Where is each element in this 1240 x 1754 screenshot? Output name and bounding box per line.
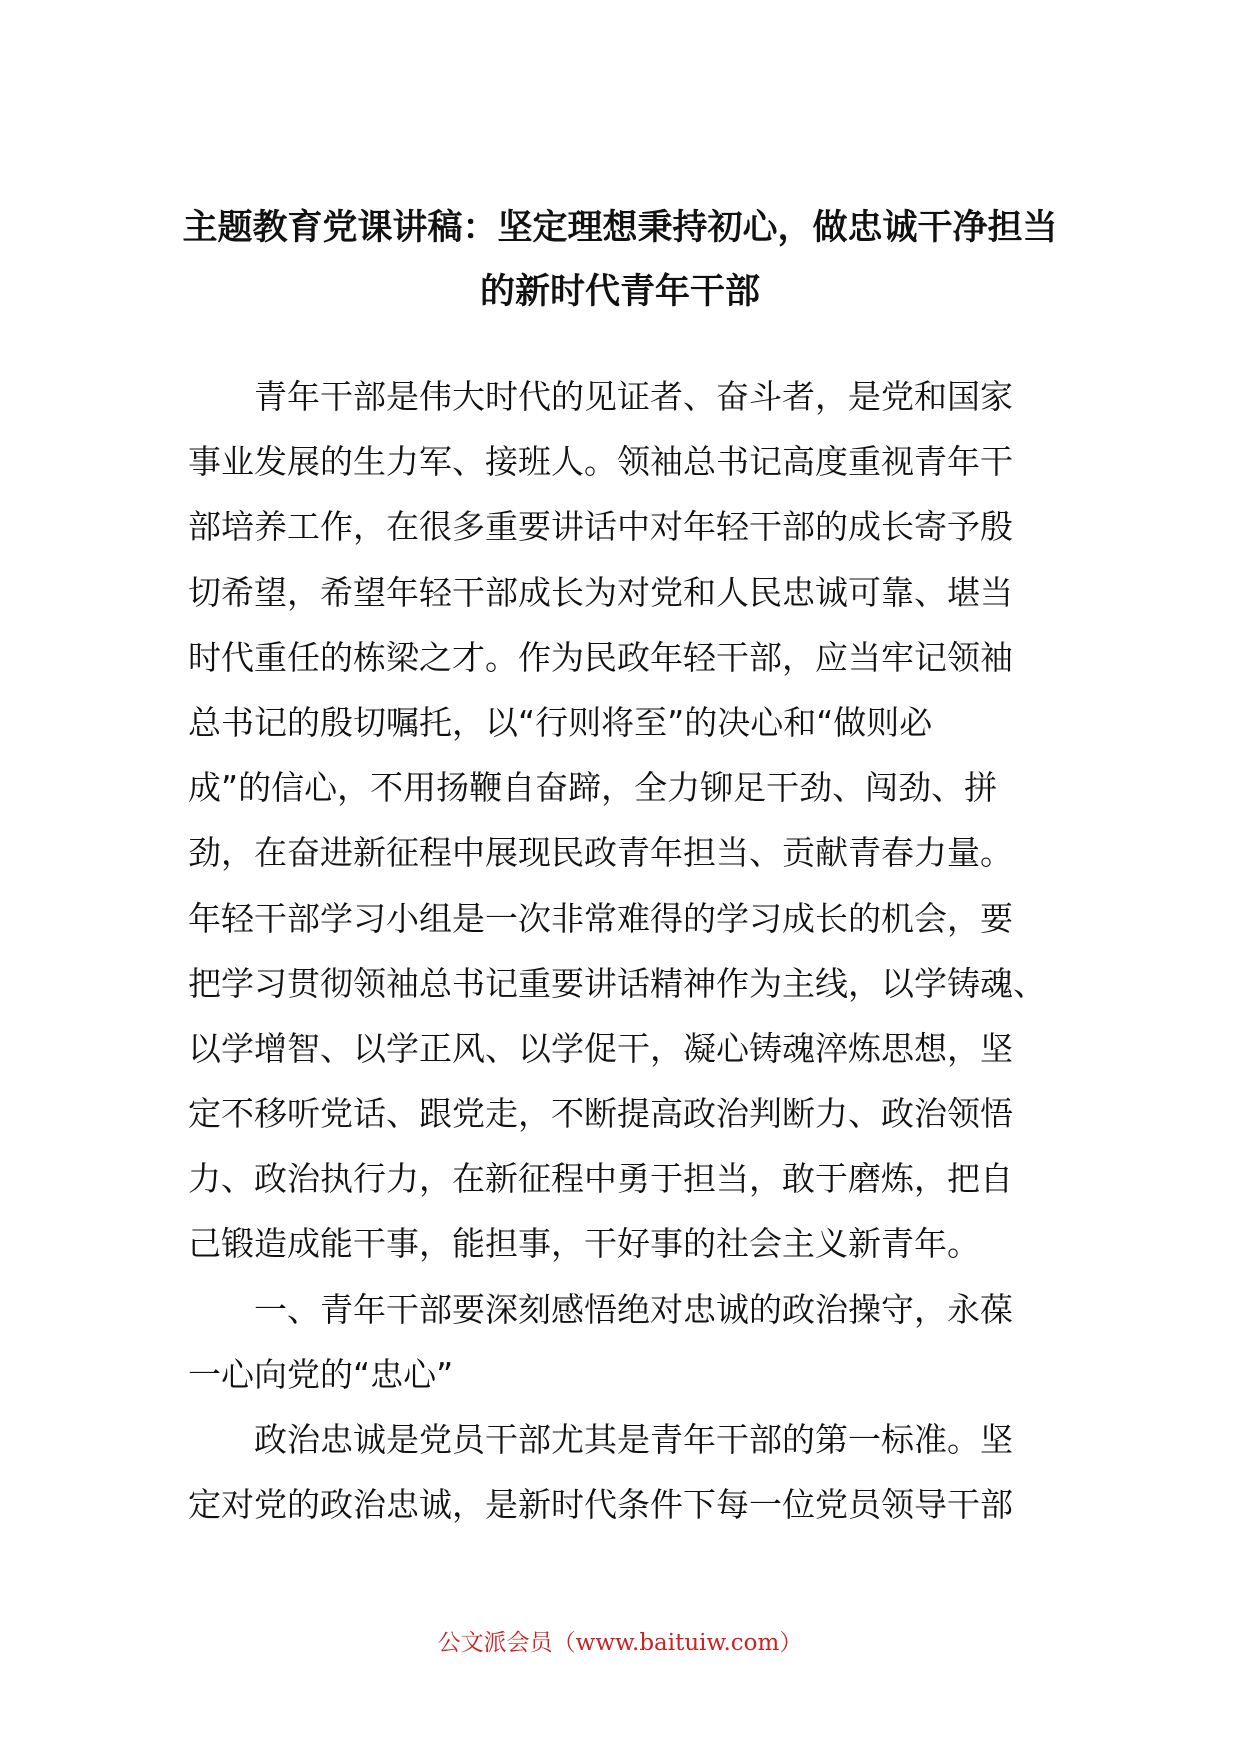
body-line: 成”的信心，不用扬鞭自奋蹄，全力铆足干劲、闯劲、拼: [188, 768, 998, 808]
body-line: 部培养工作，在很多重要讲话中对年轻干部的成长寄予殷: [188, 507, 1013, 547]
body-line: 事业发展的生力军、接班人。领袖总书记高度重视青年干: [188, 442, 1013, 482]
body-line: 政治忠诚是党员干部尤其是青年干部的第一标准。坚: [254, 1420, 1013, 1459]
section-heading-line: 一心向党的“忠心”: [188, 1354, 454, 1394]
body-line: 己锻造成能干事，能担事，干好事的社会主义新青年。: [188, 1224, 980, 1264]
document-body: [188, 364, 1046, 1537]
body-line: 把学习贯彻领袖总书记重要讲话精神作为主线，以学铸魂、: [188, 963, 1046, 1003]
title-line: 主题教育党课讲稿：坚定理想秉持初心，做忠诚干净担当: [182, 208, 1058, 248]
body-line: 青年干部是伟大时代的见证者、奋斗者，是党和国家: [254, 377, 1013, 416]
body-line: 总书记的殷切嘱托，以“行则将至”的决心和“做则必: [188, 702, 933, 742]
body-line: 力、政治执行力，在新征程中勇于担当，敢于磨炼，把自: [188, 1159, 1013, 1199]
body-line: 劲，在奋进新征程中展现民政青年担当、贡献青春力量。: [188, 833, 1013, 873]
body-line: 时代重任的栋梁之才。作为民政年轻干部，应当牢记领袖: [188, 637, 1013, 677]
body-line: 切希望，希望年轻干部成长为对党和人民忠诚可靠、堪当: [188, 572, 1013, 612]
body-line: 年轻干部学习小组是一次非常难得的学习成长的机会，要: [188, 898, 1013, 938]
title-line: 的新时代青年干部: [479, 272, 760, 312]
body-line: 定对党的政治忠诚，是新时代条件下每一位党员领导干部: [188, 1485, 1013, 1525]
document-title: [180, 196, 1060, 324]
footer-watermark: 公文派会员（www.baituiw.com）: [437, 1630, 803, 1656]
body-line: 以学增智、以学正风、以学促干，凝心铸魂淬炼思想，坚: [188, 1028, 1013, 1068]
body-line: 定不移听党话、跟党走，不断提高政治判断力、政治领悟: [188, 1094, 1013, 1134]
section-heading-line: 一、青年干部要深刻感悟绝对忠诚的政治操守，永葆: [254, 1289, 1013, 1329]
